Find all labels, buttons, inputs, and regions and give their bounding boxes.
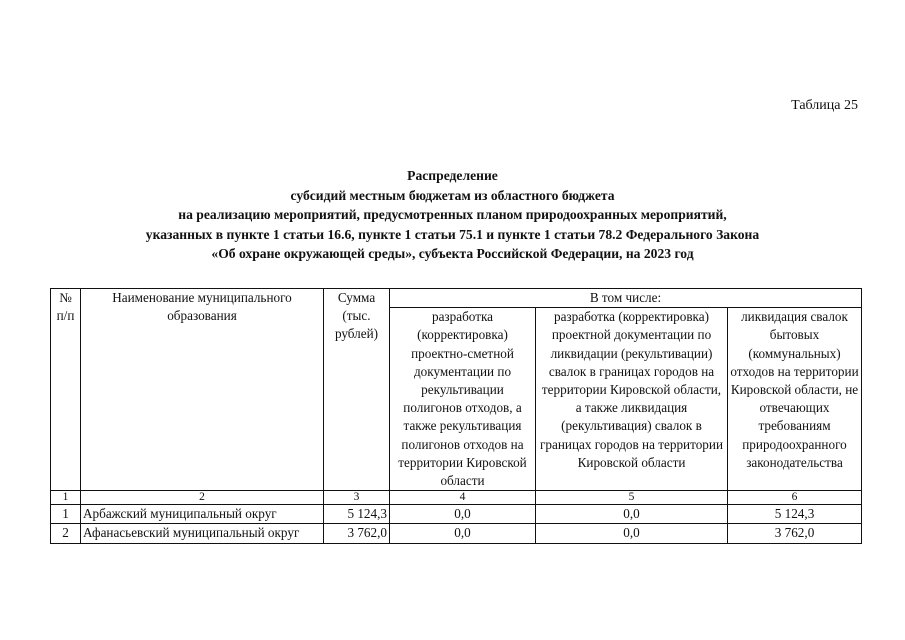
header-col4: разработка (корректировка) проектно-сметной документации по рекультивации полигонов отходов, а также рекультивация полигонов отходов на территории Кировской области [390, 308, 536, 491]
row-col4: 0,0 [390, 524, 536, 543]
subsidy-table [50, 288, 862, 544]
title-line: указанных в пункте 1 статьи 16.6, пункте 1 статьи 75.1 и пункте 1 статьи 78.2 Федерального Закона [145, 226, 760, 242]
row-name: Арбажский муниципальный округ [81, 505, 324, 524]
column-number: 4 [390, 491, 536, 505]
row-num: 1 [51, 505, 81, 524]
header-name: Наименование муниципального образования [81, 289, 324, 491]
row-col6: 3 762,0 [728, 524, 862, 543]
row-num: 2 [51, 524, 81, 543]
row-col5: 0,0 [536, 505, 728, 524]
header-col5: разработка (корректировка) проектной документации по ликвидации (рекультивации) свалок в границах городов на территории Кировской области, а также ликвидация (рекультивация) свалок в границах городов на территории Кировской области [536, 308, 728, 491]
row-col6: 5 124,3 [728, 505, 862, 524]
column-number: 6 [728, 491, 862, 505]
header-sum: Сумма (тыс. рублей) [324, 289, 390, 491]
header-num: № п/п [51, 289, 81, 491]
table-row [51, 524, 862, 543]
document-title [0, 166, 905, 264]
column-number: 3 [324, 491, 390, 505]
header-including: В том числе: [390, 289, 862, 308]
row-sum: 3 762,0 [324, 524, 390, 543]
table-label: Таблица 25 [791, 98, 858, 113]
row-name: Афанасьевский муниципальный округ [81, 524, 324, 543]
row-sum: 5 124,3 [324, 505, 390, 524]
row-col5: 0,0 [536, 524, 728, 543]
column-number: 5 [536, 491, 728, 505]
title-line: Распределение [407, 168, 498, 183]
row-col4: 0,0 [390, 505, 536, 524]
title-line: «Об охране окружающей среды», субъекта Российской Федерации, на 2023 год [211, 246, 694, 261]
header-col6: ликвидация свалок бытовых (коммунальных) отходов на территории Кировской области, не отвечающих требованиям природоохранного законодательства [728, 308, 862, 491]
column-numbers-row [51, 491, 862, 505]
column-number: 2 [81, 491, 324, 505]
title-line: субсидий местным бюджетам из областного бюджета [290, 187, 615, 203]
column-number: 1 [51, 491, 81, 505]
table-row [51, 505, 862, 524]
title-line: на реализацию мероприятий, предусмотренных планом природоохранных мероприятий, [178, 207, 727, 222]
